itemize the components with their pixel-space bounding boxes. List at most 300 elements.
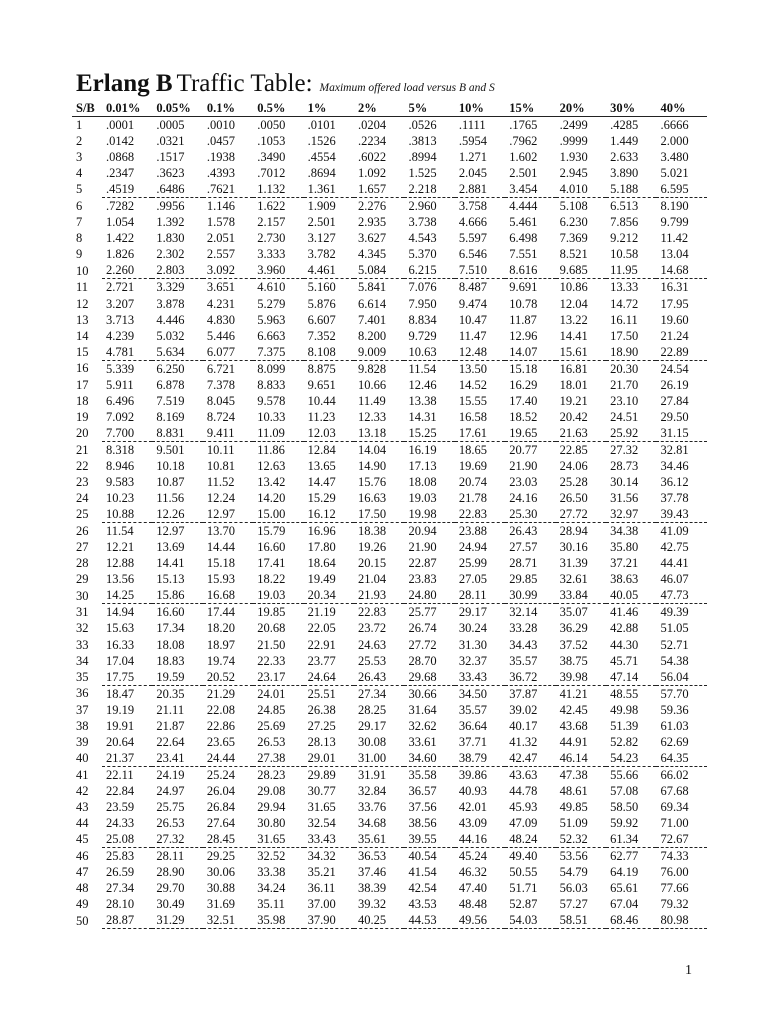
load-value-cell: 2.557	[206, 247, 235, 262]
load-value-cell: 11.09	[253, 425, 303, 442]
load-value-cell: 28.45	[203, 831, 253, 848]
load-value-cell: 46.14	[556, 750, 606, 767]
load-value-cell: 8.616	[505, 262, 555, 279]
load-value-cell: 53.56	[559, 849, 588, 864]
load-value-cell: 30.08	[358, 734, 387, 749]
load-value-cell: 9.799	[660, 215, 689, 230]
load-value-cell: 35.11	[257, 897, 285, 912]
load-value-cell: 15.13	[156, 572, 185, 587]
table-row	[72, 766, 707, 783]
load-value-cell: 24.19	[156, 767, 185, 782]
row-servers-cell: 26	[76, 523, 89, 538]
load-value-cell: 52.32	[556, 831, 606, 848]
load-value-cell: 48.55	[610, 686, 639, 701]
load-value-cell: 3.878	[156, 296, 185, 311]
load-value-cell: .8694	[307, 166, 336, 181]
row-servers-cell: 6	[76, 199, 83, 213]
table-row	[72, 718, 707, 734]
load-value-cell: 25.51	[307, 686, 336, 701]
load-value-cell: .1517	[156, 150, 185, 165]
table-row	[72, 262, 707, 279]
load-value-cell: 41.54	[408, 865, 437, 880]
load-value-cell: 19.03	[408, 491, 437, 506]
load-value-cell: 17.50	[610, 328, 639, 343]
load-value-cell: 39.43	[656, 506, 707, 523]
row-servers-cell: 46	[76, 848, 89, 863]
row-servers-cell: 22	[76, 459, 89, 473]
load-value-cell: 21.50	[257, 637, 286, 652]
load-value-cell: 6.614	[358, 296, 387, 311]
load-value-cell: 27.05	[458, 572, 487, 587]
load-value-cell: 5.446	[206, 328, 235, 343]
load-value-cell: 61.34	[606, 831, 656, 848]
load-value-cell: 54.38	[660, 653, 689, 668]
load-value-cell: 4.610	[257, 280, 286, 295]
load-value-cell: 46.32	[458, 865, 487, 880]
load-value-cell: 17.13	[408, 459, 437, 473]
load-value-cell: 20.35	[156, 686, 185, 701]
load-value-cell: 16.96	[307, 524, 336, 539]
load-value-cell: 19.65	[505, 425, 555, 442]
load-value-cell: 2.157	[257, 215, 286, 230]
load-value-cell: 68.46	[606, 912, 656, 929]
row-servers-cell: 32	[76, 621, 89, 636]
load-value-cell: 2.935	[358, 215, 387, 230]
load-value-cell: 49.85	[559, 799, 588, 814]
row-servers-cell: 10	[76, 263, 89, 278]
load-value-cell: 26.43	[509, 524, 538, 539]
load-value-cell: 49.39	[660, 605, 689, 620]
load-value-cell: 4.781	[102, 344, 152, 361]
load-value-cell: 14.04	[358, 442, 387, 457]
row-servers-cell: 30	[76, 588, 89, 603]
load-value-cell: 13.18	[354, 425, 404, 442]
load-value-cell: .2234	[358, 134, 387, 149]
load-value-cell: 52.87	[509, 897, 538, 912]
load-value-cell: 30.16	[559, 540, 588, 555]
load-value-cell: 12.88	[106, 556, 135, 571]
load-value-cell: .1765	[509, 118, 538, 133]
load-value-cell: 25.99	[458, 556, 487, 571]
load-value-cell: 28.11	[455, 587, 505, 604]
load-value-cell: .3490	[257, 150, 286, 165]
table-row	[72, 555, 707, 571]
load-value-cell: 12.03	[304, 425, 354, 442]
row-servers-cell: 14	[76, 328, 89, 343]
header-blocking-2: 0.05%	[152, 100, 202, 117]
load-value-cell: 17.34	[156, 621, 185, 636]
load-value-cell: 13.56	[106, 572, 135, 587]
load-value-cell: 3.738	[408, 215, 437, 230]
load-value-cell: 5.188	[606, 181, 656, 198]
load-value-cell: 18.01	[559, 377, 588, 392]
load-value-cell: 3.627	[358, 231, 387, 246]
load-value-cell: 40.93	[458, 783, 487, 798]
load-value-cell: 2.276	[358, 199, 387, 214]
load-value-cell: .0457	[206, 134, 235, 149]
load-value-cell: 11.56	[156, 491, 185, 506]
load-value-cell: 18.90	[606, 344, 656, 361]
load-value-cell: 5.021	[660, 166, 689, 181]
load-value-cell: 35.21	[307, 865, 336, 880]
load-value-cell: 14.52	[458, 377, 487, 392]
load-value-cell: 39.55	[404, 831, 454, 848]
load-value-cell: 11.52	[206, 475, 235, 490]
table-row	[72, 279, 707, 296]
load-value-cell: 15.61	[556, 344, 606, 361]
load-value-cell: 11.42	[660, 231, 689, 246]
load-value-cell: 8.190	[660, 199, 689, 214]
load-value-cell: 44.91	[559, 734, 588, 749]
load-value-cell: 15.29	[307, 491, 336, 506]
table-row	[72, 734, 707, 750]
load-value-cell: 77.66	[660, 881, 689, 896]
row-servers-cell: 17	[76, 377, 89, 392]
load-value-cell: 14.47	[307, 475, 336, 490]
load-value-cell: 26.84	[206, 799, 235, 814]
load-value-cell: 76.00	[660, 865, 689, 880]
load-value-cell: 28.13	[307, 734, 336, 749]
header-blocking-9: 15%	[505, 100, 555, 117]
load-value-cell: .0001	[106, 118, 135, 133]
load-value-cell: 34.24	[257, 881, 286, 896]
load-value-cell: 19.85	[257, 605, 286, 620]
load-value-cell: 10.88	[102, 506, 152, 523]
load-value-cell: 5.911	[106, 377, 134, 392]
load-value-cell: 22.83	[358, 605, 387, 620]
load-value-cell: 13.33	[610, 280, 639, 295]
load-value-cell: 6.607	[307, 312, 336, 327]
load-value-cell: 23.03	[509, 475, 538, 490]
load-value-cell: 44.53	[404, 912, 454, 929]
load-value-cell: 20.42	[559, 409, 588, 424]
load-value-cell: 55.66	[610, 767, 639, 782]
table-row	[72, 880, 707, 896]
load-value-cell: 38.63	[610, 572, 639, 587]
load-value-cell: 25.83	[106, 849, 135, 864]
load-value-cell: 13.42	[257, 475, 286, 490]
load-value-cell: 3.207	[106, 296, 135, 311]
load-value-cell: 17.80	[307, 540, 336, 555]
load-value-cell: 19.59	[152, 669, 202, 686]
load-value-cell: 57.70	[660, 686, 689, 701]
load-value-cell: 43.68	[559, 718, 588, 733]
header-blocking-10: 20%	[556, 100, 606, 117]
load-value-cell: 34.32	[307, 849, 336, 864]
load-value-cell: 22.05	[307, 621, 336, 636]
load-value-cell: 1.054	[106, 215, 135, 230]
row-servers-cell: 36	[76, 686, 89, 701]
load-value-cell: 25.24	[206, 767, 235, 782]
load-value-cell: 27.72	[556, 506, 606, 523]
load-value-cell: .2347	[106, 166, 135, 181]
row-servers-cell: 2	[76, 134, 83, 149]
load-value-cell: 9.583	[106, 475, 135, 490]
load-value-cell: 20.15	[358, 556, 387, 571]
load-value-cell: 18.52	[509, 409, 538, 424]
load-value-cell: 32.51	[203, 912, 253, 929]
load-value-cell: 33.28	[509, 621, 538, 636]
load-value-cell: 36.64	[458, 718, 487, 733]
title-subtitle: Maximum offered load versus B and S	[319, 82, 495, 94]
load-value-cell: 43.63	[509, 767, 538, 782]
load-value-cell: 21.11	[156, 702, 185, 717]
load-value-cell: 26.19	[660, 377, 689, 392]
load-value-cell: 13.04	[660, 247, 689, 262]
load-value-cell: 34.50	[458, 686, 487, 701]
load-value-cell: 11.23	[307, 409, 336, 424]
load-value-cell: 37.78	[660, 491, 689, 506]
load-value-cell: 12.46	[408, 377, 437, 392]
load-value-cell: 7.950	[408, 296, 437, 311]
load-value-cell: 12.63	[257, 459, 286, 473]
table-row	[72, 165, 707, 181]
load-value-cell: 11.86	[257, 442, 285, 457]
load-value-cell: 15.76	[358, 475, 387, 490]
load-value-cell: 18.38	[358, 524, 387, 539]
load-value-cell: 17.95	[660, 296, 689, 311]
load-value-cell: 54.23	[606, 750, 656, 767]
load-value-cell: .2499	[559, 118, 588, 133]
load-value-cell: 22.89	[656, 344, 707, 361]
load-value-cell: 28.10	[106, 897, 135, 912]
table-row	[72, 458, 707, 474]
load-value-cell: 27.32	[610, 442, 639, 457]
load-value-cell: .0010	[206, 118, 235, 133]
load-value-cell: 56.04	[656, 669, 707, 686]
load-value-cell: 15.18	[509, 361, 538, 376]
load-value-cell: 47.14	[606, 669, 656, 686]
load-value-cell: 5.160	[307, 280, 336, 295]
load-value-cell: 6.595	[656, 181, 707, 198]
row-servers-cell: 38	[76, 718, 89, 733]
load-value-cell: 8.099	[257, 361, 286, 376]
load-value-cell: 34.68	[358, 816, 387, 831]
load-value-cell: 10.58	[610, 247, 639, 262]
load-value-cell: 37.56	[408, 799, 437, 814]
load-value-cell: 52.71	[660, 637, 689, 652]
load-value-cell: .7282	[106, 199, 135, 214]
table-row	[72, 799, 707, 815]
load-value-cell: 20.34	[304, 587, 354, 604]
load-value-cell: 2.945	[559, 166, 588, 181]
header-blocking-8: 10%	[455, 100, 505, 117]
load-value-cell: 19.91	[106, 718, 135, 733]
load-value-cell: 6.513	[610, 199, 639, 214]
load-value-cell: 20.77	[509, 442, 538, 457]
row-servers-cell: 4	[76, 166, 83, 181]
load-value-cell: 28.70	[408, 653, 437, 668]
load-value-cell: 7.700	[102, 425, 152, 442]
load-value-cell: 15.00	[253, 506, 303, 523]
load-value-cell: 15.25	[404, 425, 454, 442]
load-value-cell: 11.54	[408, 361, 437, 376]
load-value-cell: 31.69	[206, 897, 235, 912]
load-value-cell: 48.61	[559, 783, 588, 798]
load-value-cell: 16.12	[304, 506, 354, 523]
load-value-cell: 26.59	[106, 865, 135, 880]
load-value-cell: 10.23	[106, 491, 135, 506]
load-value-cell: 29.85	[509, 572, 538, 587]
load-value-cell: 32.54	[307, 816, 336, 831]
load-value-cell: 16.33	[106, 637, 135, 652]
load-value-cell: 16.29	[509, 377, 538, 392]
load-value-cell: 59.92	[610, 816, 639, 831]
load-value-cell: 8.834	[408, 312, 437, 327]
load-value-cell: 29.17	[458, 605, 487, 620]
load-value-cell: 9.578	[257, 393, 286, 408]
row-servers-cell: 29	[76, 572, 89, 587]
load-value-cell: 7.369	[559, 231, 588, 246]
load-value-cell: 9.828	[358, 361, 387, 376]
load-value-cell: 12.48	[455, 344, 505, 361]
load-value-cell: 21.63	[556, 425, 606, 442]
load-value-cell: 9.729	[408, 328, 437, 343]
load-value-cell: 12.21	[106, 540, 135, 555]
load-value-cell: 39.86	[458, 767, 487, 782]
load-value-cell: .0526	[408, 118, 437, 133]
page-title	[76, 70, 495, 98]
load-value-cell: 9.411	[203, 425, 253, 442]
load-value-cell: .0321	[156, 134, 185, 149]
load-value-cell: 14.44	[206, 540, 235, 555]
table-row	[72, 246, 707, 262]
load-value-cell: 27.72	[408, 637, 437, 652]
load-value-cell: 16.68	[203, 587, 253, 604]
row-servers-cell: 8	[76, 231, 83, 246]
load-value-cell: 52.82	[610, 734, 639, 749]
load-value-cell: 33.76	[358, 799, 387, 814]
load-value-cell: 35.80	[610, 540, 639, 555]
load-value-cell: 54.03	[505, 912, 555, 929]
load-value-cell: 35.58	[408, 767, 437, 782]
row-servers-cell: 23	[76, 475, 89, 490]
load-value-cell: 36.11	[307, 881, 336, 896]
load-value-cell: 2.721	[106, 280, 135, 295]
load-value-cell: 4.446	[156, 312, 185, 327]
load-value-cell: 21.78	[458, 491, 487, 506]
load-value-cell: 10.47	[458, 312, 487, 327]
load-value-cell: 47.40	[458, 881, 487, 896]
load-value-cell: 19.49	[307, 572, 336, 587]
load-value-cell: 34.46	[660, 459, 689, 473]
row-servers-cell: 35	[76, 669, 89, 684]
load-value-cell: 37.87	[509, 686, 538, 701]
load-value-cell: .7012	[257, 166, 286, 181]
load-value-cell: 29.89	[307, 767, 336, 782]
load-value-cell: 25.28	[559, 475, 588, 490]
load-value-cell: 12.24	[206, 491, 235, 506]
header-blocking-1: 0.01%	[102, 100, 152, 117]
load-value-cell: 7.076	[408, 280, 437, 295]
load-value-cell: 24.94	[458, 540, 487, 555]
load-value-cell: 38.39	[358, 881, 387, 896]
load-value-cell: 74.33	[660, 849, 689, 864]
load-value-cell: 28.73	[610, 459, 639, 473]
load-value-cell: 2.501	[509, 166, 538, 181]
load-value-cell: 7.092	[106, 409, 135, 424]
load-value-cell: 1.146	[206, 199, 235, 214]
row-servers-cell: 16	[76, 361, 89, 376]
load-value-cell: 42.75	[660, 540, 689, 555]
load-value-cell: 31.39	[559, 556, 588, 571]
load-value-cell: 11.49	[358, 393, 386, 408]
table-row	[72, 133, 707, 149]
load-value-cell: 17.40	[509, 393, 538, 408]
table-row	[72, 409, 707, 425]
load-value-cell: 7.375	[253, 344, 303, 361]
load-value-cell: .0868	[106, 150, 135, 165]
load-value-cell: 41.21	[559, 686, 588, 701]
table-row	[72, 198, 707, 215]
load-value-cell: 1.909	[307, 199, 336, 214]
load-value-cell: 10.66	[358, 377, 387, 392]
load-value-cell: 25.08	[102, 831, 152, 848]
row-servers-cell: 11	[76, 280, 89, 295]
load-value-cell: 3.333	[257, 247, 286, 262]
load-value-cell: 49.56	[455, 912, 505, 929]
load-value-cell: 42.88	[610, 621, 639, 636]
table-row	[72, 750, 707, 767]
load-value-cell: 40.54	[408, 849, 437, 864]
row-servers-cell: 12	[76, 296, 89, 311]
load-value-cell: 26.53	[156, 816, 185, 831]
table-row	[72, 604, 707, 621]
load-value-cell: 28.11	[156, 849, 185, 864]
load-value-cell: .0050	[257, 118, 286, 133]
load-value-cell: 30.80	[257, 816, 286, 831]
load-value-cell: 13.69	[156, 540, 185, 555]
load-value-cell: 8.724	[206, 409, 235, 424]
load-value-cell: 3.454	[505, 181, 555, 198]
load-value-cell: 25.77	[408, 605, 437, 620]
load-value-cell: 3.092	[203, 262, 253, 279]
load-value-cell: 2.000	[660, 134, 689, 149]
load-value-cell: 20.94	[408, 524, 437, 539]
load-value-cell: 28.23	[257, 767, 286, 782]
load-value-cell: 16.19	[408, 442, 437, 457]
load-value-cell: 18.47	[106, 686, 135, 701]
load-value-cell: 23.72	[358, 621, 387, 636]
load-value-cell: 2.730	[257, 231, 286, 246]
table-row	[72, 506, 707, 523]
load-value-cell: 79.32	[660, 897, 689, 912]
table-row	[72, 815, 707, 831]
load-value-cell: 10.44	[307, 393, 336, 408]
load-value-cell: 12.84	[307, 442, 336, 457]
load-value-cell: 21.90	[408, 540, 437, 555]
load-value-cell: 10.11	[206, 442, 235, 457]
load-value-cell: 24.01	[257, 686, 286, 701]
load-value-cell: 4.543	[408, 231, 437, 246]
load-value-cell: 30.77	[307, 783, 336, 798]
load-value-cell: 10.86	[559, 280, 588, 295]
load-value-cell: 37.46	[358, 865, 387, 880]
row-servers-cell: 20	[76, 426, 89, 441]
load-value-cell: 5.084	[354, 262, 404, 279]
load-value-cell: 25.75	[156, 799, 185, 814]
load-value-cell: 23.83	[408, 572, 437, 587]
row-servers-cell: 41	[76, 767, 89, 782]
load-value-cell: 3.713	[106, 312, 135, 327]
load-value-cell: 9.474	[458, 296, 487, 311]
load-value-cell: .6666	[660, 118, 689, 133]
load-value-cell: 34.60	[404, 750, 454, 767]
load-value-cell: 48.48	[458, 897, 487, 912]
load-value-cell: 31.29	[152, 912, 202, 929]
load-value-cell: 8.521	[559, 247, 588, 262]
load-value-cell: 8.831	[152, 425, 202, 442]
